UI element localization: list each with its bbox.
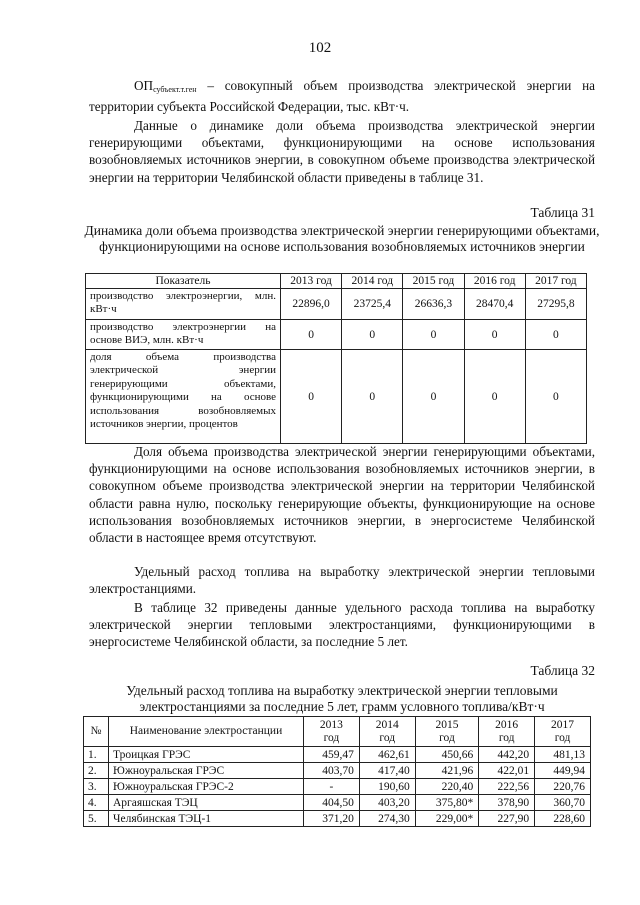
table32-header-row bbox=[84, 717, 591, 747]
definition-symbol: ОП bbox=[134, 78, 154, 93]
table31-label: Таблица 31 bbox=[530, 205, 595, 220]
table32-cell: 404,50 bbox=[304, 795, 360, 811]
table31-cell: 0 bbox=[342, 320, 403, 350]
table31-header: 2015 год bbox=[403, 274, 464, 289]
table31-cell: 0 bbox=[403, 320, 464, 350]
table31-cell: 0 bbox=[464, 350, 525, 444]
intro-paragraph: Данные о динамике доли объема производства электрической энергии генерирующими объектами, функционирующими на основе использования возобновляемых источников энергии, в совокупном объеме производства электрической энергии на территории Челябинской области приведены в таблице 31. bbox=[89, 118, 595, 185]
table31-cell: 0 bbox=[525, 320, 586, 350]
table32-cell: 459,47 bbox=[304, 747, 360, 763]
table31-row bbox=[86, 350, 587, 444]
table31-header: Показатель bbox=[86, 274, 281, 289]
table32-year: 2017 bbox=[551, 718, 575, 731]
table32-cell: 449,94 bbox=[535, 763, 591, 779]
table32-header-name: Наименование электростанции bbox=[109, 717, 304, 747]
table32-num: 3. bbox=[84, 779, 109, 795]
table31-indicator: производство электроэнергии, млн. кВт·ч bbox=[86, 289, 281, 320]
table31 bbox=[85, 273, 587, 444]
table32-year-unit: год bbox=[554, 731, 571, 744]
table31-cell: 28470,4 bbox=[464, 289, 525, 320]
table32-cell: 371,20 bbox=[304, 811, 360, 827]
table32-cell: 274,30 bbox=[359, 811, 415, 827]
table31-cell: 23725,4 bbox=[342, 289, 403, 320]
table32-label: Таблица 32 bbox=[530, 663, 595, 678]
table31-cell: 0 bbox=[464, 320, 525, 350]
table32-cell: 227,90 bbox=[479, 811, 535, 827]
table32-station-name: Аргаяшская ТЭЦ bbox=[109, 795, 304, 811]
table32-num: 2. bbox=[84, 763, 109, 779]
table32-cell: 442,20 bbox=[479, 747, 535, 763]
table32-cell: 422,01 bbox=[479, 763, 535, 779]
table31-cell: 22896,0 bbox=[281, 289, 342, 320]
table31-cell: 0 bbox=[342, 350, 403, 444]
table32-year-unit: год bbox=[379, 731, 396, 744]
table32-cell: - bbox=[304, 779, 360, 795]
table32-cell: 417,40 bbox=[359, 763, 415, 779]
table31-cell: 27295,8 bbox=[525, 289, 586, 320]
table32-cell: 375,80* bbox=[415, 795, 479, 811]
table32-row bbox=[84, 811, 591, 827]
table32-cell: 220,40 bbox=[415, 779, 479, 795]
table32-cell: 228,60 bbox=[535, 811, 591, 827]
table32-year: 2015 bbox=[435, 718, 459, 731]
table32-cell: 229,00* bbox=[415, 811, 479, 827]
table32-intro-paragraph: В таблице 32 приведены данные удельного расхода топлива на выработку электрической энергии тепловыми электростанциями, функционирующими в энергосистеме Челябинской области, за последние 5 лет. bbox=[89, 600, 595, 650]
table31-header: 2017 год bbox=[525, 274, 586, 289]
table32-cell: 222,56 bbox=[479, 779, 535, 795]
table32-num: 5. bbox=[84, 811, 109, 827]
table32-num: 4. bbox=[84, 795, 109, 811]
table32-year-unit: год bbox=[323, 731, 340, 744]
table31-header-row bbox=[86, 274, 587, 289]
table32-cell: 462,61 bbox=[359, 747, 415, 763]
table32-year: 2013 bbox=[319, 718, 343, 731]
table32-row bbox=[84, 747, 591, 763]
table31-cell: 0 bbox=[281, 350, 342, 444]
table31-indicator: производство электроэнергии на основе ВИЭ, млн. кВт·ч bbox=[86, 320, 281, 350]
table32-cell: 190,60 bbox=[359, 779, 415, 795]
table31-header: 2014 год bbox=[342, 274, 403, 289]
table32-cell: 421,96 bbox=[415, 763, 479, 779]
table32-cell: 450,66 bbox=[415, 747, 479, 763]
table32-station-name: Южноуральская ГРЭС-2 bbox=[109, 779, 304, 795]
table32-station-name: Южноуральская ГРЭС bbox=[109, 763, 304, 779]
table32-year-unit: год bbox=[439, 731, 455, 744]
zero-share-paragraph: Доля объема производства электрической энергии генерирующими объектами, функционирующими на основе использования возобновляемых источников энергии, в совокупном объеме производства электрической энергии на территории Челябинской области равна нулю, поскольку генерирующие объекты, функционирующие на основе использования возобновляемых источников энергии, в энергосистеме Челябинской области в настоящее время отсутствуют. bbox=[89, 444, 595, 546]
table32-year: 2014 bbox=[375, 718, 399, 731]
definition-paragraph bbox=[89, 77, 595, 115]
table31-indicator: доля объема производства электрической энергии генерирующими объектами, функционирующими на основе использования возобновляемых источников энергии, процентов bbox=[86, 350, 281, 444]
table31-cell: 0 bbox=[281, 320, 342, 350]
table31-header: 2013 год bbox=[281, 274, 342, 289]
table32-cell: 403,70 bbox=[304, 763, 360, 779]
table32-row bbox=[84, 763, 591, 779]
definition-text: – совокупный объем производства электрической энергии на территории субъекта Российской Федерации, тыс. кВт·ч. bbox=[89, 78, 595, 115]
table32-caption: Удельный расход топлива на выработку электрической энергии тепловыми электростанциями за последние 5 лет, грамм условного топлива/кВт·ч bbox=[126, 683, 558, 714]
table32-station-name: Троицкая ГРЭС bbox=[109, 747, 304, 763]
table31-row bbox=[86, 320, 587, 350]
table32-year-unit: год bbox=[498, 731, 515, 744]
table32-header-num: № bbox=[84, 717, 109, 747]
fuel-heading-paragraph: Удельный расход топлива на выработку электрической энергии тепловыми электростанциями. bbox=[89, 564, 595, 597]
table32-cell: 220,76 bbox=[535, 779, 591, 795]
page-number: 102 bbox=[308, 40, 332, 56]
table31-cell: 0 bbox=[403, 350, 464, 444]
table32-header-year bbox=[535, 717, 591, 747]
table32-header-year bbox=[415, 717, 479, 747]
table31-caption: Динамика доли объема производства электрической энергии генерирующими объектами, функционирующими на основе использования возобновляемых источников энергии bbox=[84, 223, 600, 254]
table32-cell: 403,20 bbox=[359, 795, 415, 811]
table32-header-year bbox=[359, 717, 415, 747]
table31-cell: 26636,3 bbox=[403, 289, 464, 320]
table32 bbox=[83, 716, 591, 827]
table32-year: 2016 bbox=[495, 718, 519, 731]
table32-cell: 360,70 bbox=[535, 795, 591, 811]
table31-row bbox=[86, 289, 587, 320]
table32-header-year bbox=[304, 717, 360, 747]
table32-row bbox=[84, 795, 591, 811]
table32-num: 1. bbox=[84, 747, 109, 763]
table32-station-name: Челябинская ТЭЦ-1 bbox=[109, 811, 304, 827]
table32-cell: 481,13 bbox=[535, 747, 591, 763]
definition-subscript: субъект.т.ген bbox=[153, 85, 197, 94]
table32-row bbox=[84, 779, 591, 795]
table31-header: 2016 год bbox=[464, 274, 525, 289]
table32-cell: 378,90 bbox=[479, 795, 535, 811]
table31-cell: 0 bbox=[525, 350, 586, 444]
table32-header-year bbox=[479, 717, 535, 747]
